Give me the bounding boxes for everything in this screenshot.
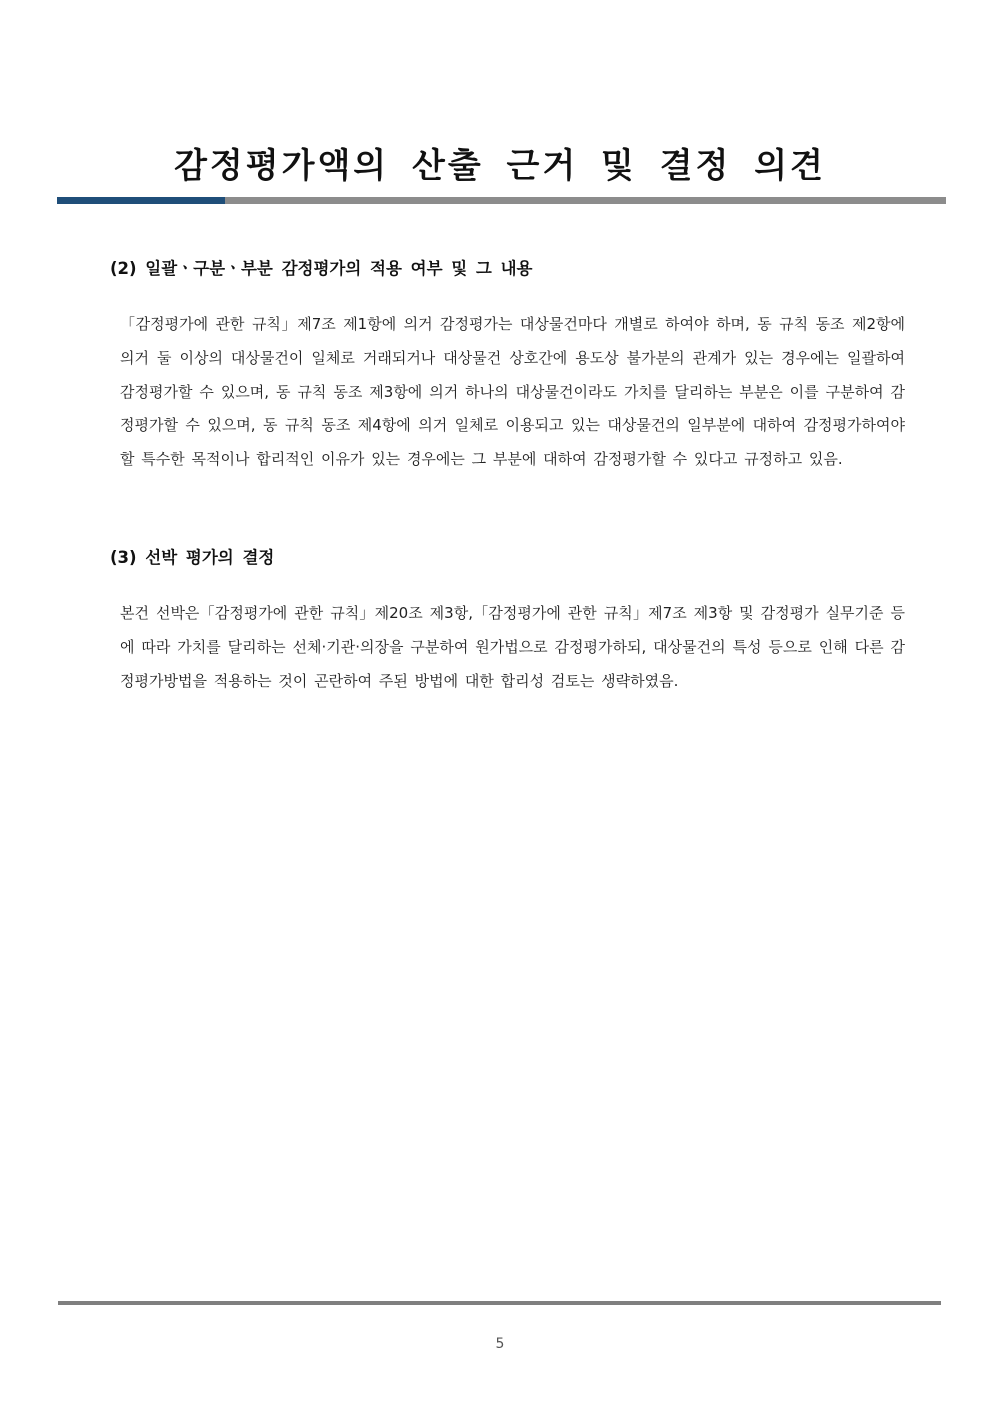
title-divider-line [225,197,946,204]
page-title: 감정평가액의 산출 근거 및 결정 의견 [174,146,826,186]
page-number: 5 [495,1336,505,1352]
section-body: 「감정평가에 관한 규칙」제7조 제1항에 의거 감정평가는 대상물건마다 개별로 하여야 하며, 동 규칙 동조 제2항에 의거 둘 이상의 대상물건이 일체로 거래되거나 대상물건 상호간에 용도상 불가분의 관계가 있는 경우에는 일괄하여 감정평가할 수 있으며, 동 규칙 동조 제3항에 의거 하나의 대상물건이라도 가치를 달리하는 부분은 이를 구분하여 감정평가할 수 있으며, 동 규칙 동조 제4항에 의거 일체로 이용되고 있는 대상물건의 일부분에 대하여 감정평가하여야 할 특수한 목적이나 합리적인 이유가 있는 경우에는 그 부분에 대하여 감정평가할 수 있다고 규정하고 있음. [120,315,905,469]
section-bulk-partial-appraisal [110,257,905,477]
footer-divider [58,1301,941,1305]
section-body: 본건 선박은「감정평가에 관한 규칙」제20조 제3항,「감정평가에 관한 규칙」제7조 제3항 및 감정평가 실무기준 등에 따라 가치를 달리하는 선체·기관·의장을 구분하여 원가법으로 감정평가하되, 대상물건의 특성 등으로 인해 다른 감정평가방법을 적용하는 것이 곤란하여 주된 방법에 대한 합리성 검토는 생략하였음. [120,604,905,690]
section-heading: (2) 일괄ㆍ구분ㆍ부분 감정평가의 적용 여부 및 그 내용 [110,259,533,278]
section-heading: (3) 선박 평가의 결정 [110,548,275,567]
title-divider [57,197,946,204]
title-divider-accent [57,197,225,204]
section-ship-appraisal-decision [110,546,905,698]
